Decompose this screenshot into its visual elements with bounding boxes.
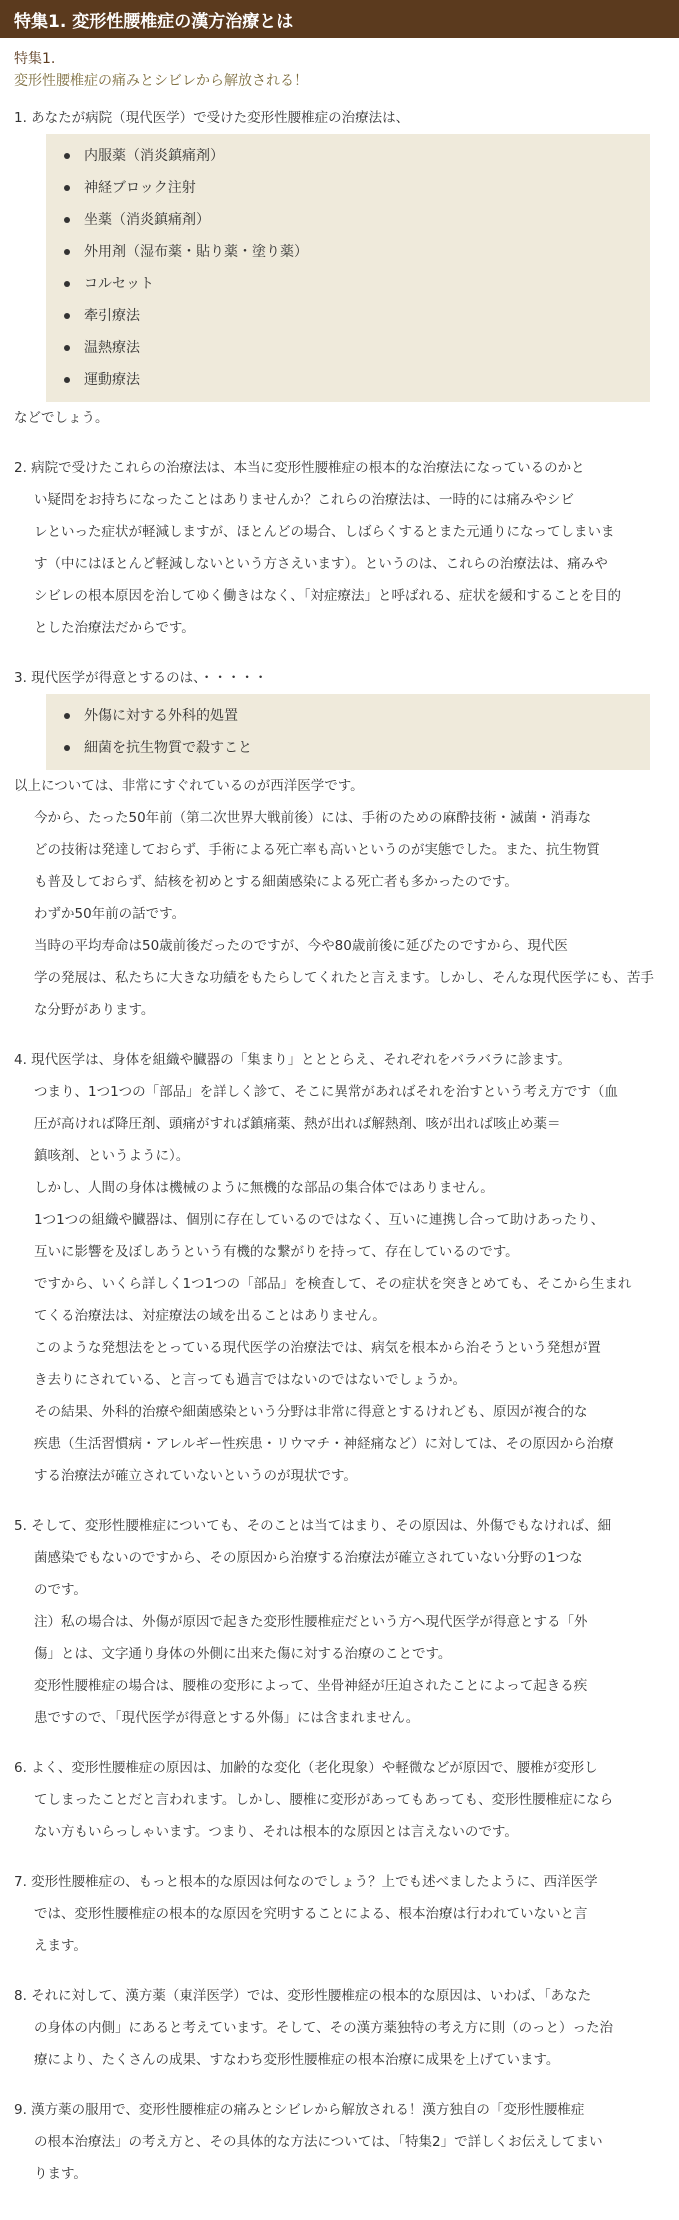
section-1-lead: 1. あなたが病院（現代医学）で受けた変形性腰椎症の治療法は、 (14, 110, 410, 126)
list-item: コルセット (46, 268, 650, 300)
text-line: 変形性腰椎症の場合は、腰椎の変形によって、坐骨神経が圧迫されたことによって起きる疾 (34, 1678, 588, 1694)
text-line: す（中にはほとんど軽減しないという方さえいます）。というのは、これらの治療法は、痛みや (34, 556, 608, 572)
text-line: 圧が高ければ降圧剤、頭痛がすれば鎮痛薬、熱が出れば解熱剤、咳が出れば咳止め薬＝ (34, 1116, 561, 1132)
section-4-lead: 4. 現代医学は、身体を組織や臓器の「集まり」とととらえ、それぞれをバラバラに診ます。 (14, 1052, 571, 1068)
text-line: も普及しておらず、結核を初めとする細菌感染による死亡者も多かったのです。 (34, 874, 518, 890)
text-line: 1つ1つの組織や臓器は、個別に存在しているのではなく、互いに連携し合って助けあったり、 (34, 1212, 605, 1228)
text-line: 菌感染でもないのですから、その原因から治療する治療法が確立されていない分野の1つな (34, 1550, 583, 1566)
text-line: てくる治療法は、対症療法の域を出ることはありません。 (34, 1308, 386, 1324)
text-line: 今から、たった50年前（第二次世界大戦前後）には、手術のための麻酔技術・滅菌・消毒な (34, 810, 592, 826)
bullet-icon (64, 249, 70, 255)
bullet-icon (64, 185, 70, 191)
text-line: 疾患（生活習慣病・アレルギー性疾患・リウマチ・神経痛など）に対しては、その原因から治療 (34, 1436, 614, 1452)
section-2 (14, 452, 665, 644)
text-line: レといった症状が軽減しますが、ほとんどの場合、しばらくするとまた元通りになってしまいま (34, 524, 615, 540)
text-line: ない方もいらっしゃいます。つまり、それは根本的な原因とは言えないのです。 (34, 1824, 518, 1840)
section-3-lead: 3. 現代医学が得意とするのは、・・・・・ (14, 670, 268, 686)
text-line: どの技術は発達しておらず、手術による死亡率も高いというのが実態でした。また、抗生物質 (34, 842, 600, 858)
list-item: 運動療法 (46, 364, 650, 396)
text-line: 患ですので、「現代医学が得意とする外傷」には含まれません。 (34, 1710, 420, 1726)
page-title: 特集1. 変形性腰椎症の漢方治療とは (14, 11, 294, 32)
text-line: 注）私の場合は、外傷が原因で起きた変形性腰椎症だという方へ現代医学が得意とする「外 (34, 1614, 588, 1630)
page-header (0, 0, 679, 38)
feature-label: 特集1. (14, 51, 56, 67)
section-3-after: 以上については、非常にすぐれているのが西洋医学です。 (14, 778, 364, 794)
text-line: の身体の内側」にあると考えています。そして、その漢方薬独特の考え方に則（のっと）った治 (34, 2020, 614, 2036)
strength-list-box (46, 694, 650, 770)
bullet-icon (64, 345, 70, 351)
text-line: ですから、いくら詳しく1つ1つの「部品」を検査して、その症状を突きとめても、そこから生まれ (34, 1276, 632, 1292)
list-item: 坐薬（消炎鎮痛剤） (46, 204, 650, 236)
article-body (14, 48, 665, 2190)
bullet-icon (64, 217, 70, 223)
text-line: 学の発展は、私たちに大きな功績をもたらしてくれたと言えます。しかし、そんな現代医学にも、苦手な分野があります。 (34, 970, 654, 1018)
text-line: する治療法が確立されていないというのが現状です。 (34, 1468, 357, 1484)
list-item: 牽引療法 (46, 300, 650, 332)
text-line: 療により、たくさんの成果、すなわち変形性腰椎症の根本治療に成果を上げています。 (34, 2052, 560, 2068)
text-line: では、変形性腰椎症の根本的な原因を究明することによる、根本治療は行われていないと言 (34, 1906, 588, 1922)
text-line: 7. 変形性腰椎症の、もっと根本的な原因は何なのでしょう？上でも述べましたように、西洋医学 (14, 1874, 598, 1890)
text-line: このような発想法をとっている現代医学の治療法では、病気を根本から治そうという発想が置 (34, 1340, 601, 1356)
text-line: その結果、外科的治療や細菌感染という分野は非常に得意とするけれども、原因が複合的な (34, 1404, 588, 1420)
text-line: わずか50年前の話です。 (34, 906, 186, 922)
bullet-icon (64, 377, 70, 383)
text-line: き去りにされている、と言っても過言ではないのではないでしょうか。 (34, 1372, 466, 1388)
text-line: つまり、1つ1つの「部品」を詳しく診て、そこに異常があればそれを治すという考え方です（血 (34, 1084, 618, 1100)
list-item: 内服薬（消炎鎮痛剤） (46, 140, 650, 172)
bullet-icon (64, 313, 70, 319)
list-item: 外傷に対する外科的処置 (46, 700, 650, 732)
list-item: 温熱療法 (46, 332, 650, 364)
text-line: 9. 漢方薬の服用で、変形性腰椎症の痛みとシビレから解放される！漢方独自の「変形性腰椎症 (14, 2102, 585, 2118)
text-line: い疑問をお持ちになったことはありませんか？これらの治療法は、一時的には痛みやシビ (34, 492, 574, 508)
text-line: 互いに影響を及ぼしあうという有機的な繋がりを持って、存在しているのです。 (34, 1244, 519, 1260)
bullet-icon (64, 713, 70, 719)
treatment-list-box (46, 134, 650, 402)
text-line: シビレの根本原因を治してゆく働きはなく、「対症療法」と呼ばれる、症状を緩和することを目的 (34, 588, 621, 604)
text-line: しかし、人間の身体は機械のように無機的な部品の集合体ではありません。 (34, 1180, 494, 1196)
list-item: 外用剤（湿布薬・貼り薬・塗り薬） (46, 236, 650, 268)
list-item: 神経ブロック注射 (46, 172, 650, 204)
text-line: 当時の平均寿命は50歳前後だったのですが、今や80歳前後に延びたのですから、現代医 (34, 938, 568, 954)
section-1-tail: などでしょう。 (14, 410, 109, 426)
list-item: 細菌を抗生物質で殺すこと (46, 732, 650, 764)
feature-catchphrase: 変形性腰椎症の痛みとシビレから解放される！ (14, 73, 308, 89)
bullet-icon (64, 281, 70, 287)
text-line: 5. そして、変形性腰椎症についても、そのことは当てはまり、その原因は、外傷でもなければ、細 (14, 1518, 612, 1534)
text-line: 2. 病院で受けたこれらの治療法は、本当に変形性腰椎症の根本的な治療法になっているのかと (14, 460, 585, 476)
text-line: のです。 (34, 1582, 87, 1598)
bullet-icon (64, 745, 70, 751)
text-line: ります。 (34, 2166, 87, 2182)
bullet-icon (64, 153, 70, 159)
text-line: 鎮咳剤、というように）。 (34, 1148, 190, 1164)
text-line: とした治療法だからです。 (34, 620, 195, 636)
text-line: の根本治療法」の考え方と、その具体的な方法については、「特集2」で詳しくお伝えしてまい (34, 2134, 603, 2150)
text-line: 傷」とは、文字通り身体の外側に出来た傷に対する治療のことです。 (34, 1646, 452, 1662)
text-line: えます。 (34, 1938, 87, 1954)
text-line: 6. よく、変形性腰椎症の原因は、加齢的な変化（老化現象）や軽微などが原因で、腰椎が変形し (14, 1760, 598, 1776)
text-line: 8. それに対して、漢方薬（東洋医学）では、変形性腰椎症の根本的な原因は、いわば、「あなた (14, 1988, 592, 2004)
text-line: てしまったことだと言われます。しかし、腰椎に変形があってもあっても、変形性腰椎症になら (34, 1792, 614, 1808)
